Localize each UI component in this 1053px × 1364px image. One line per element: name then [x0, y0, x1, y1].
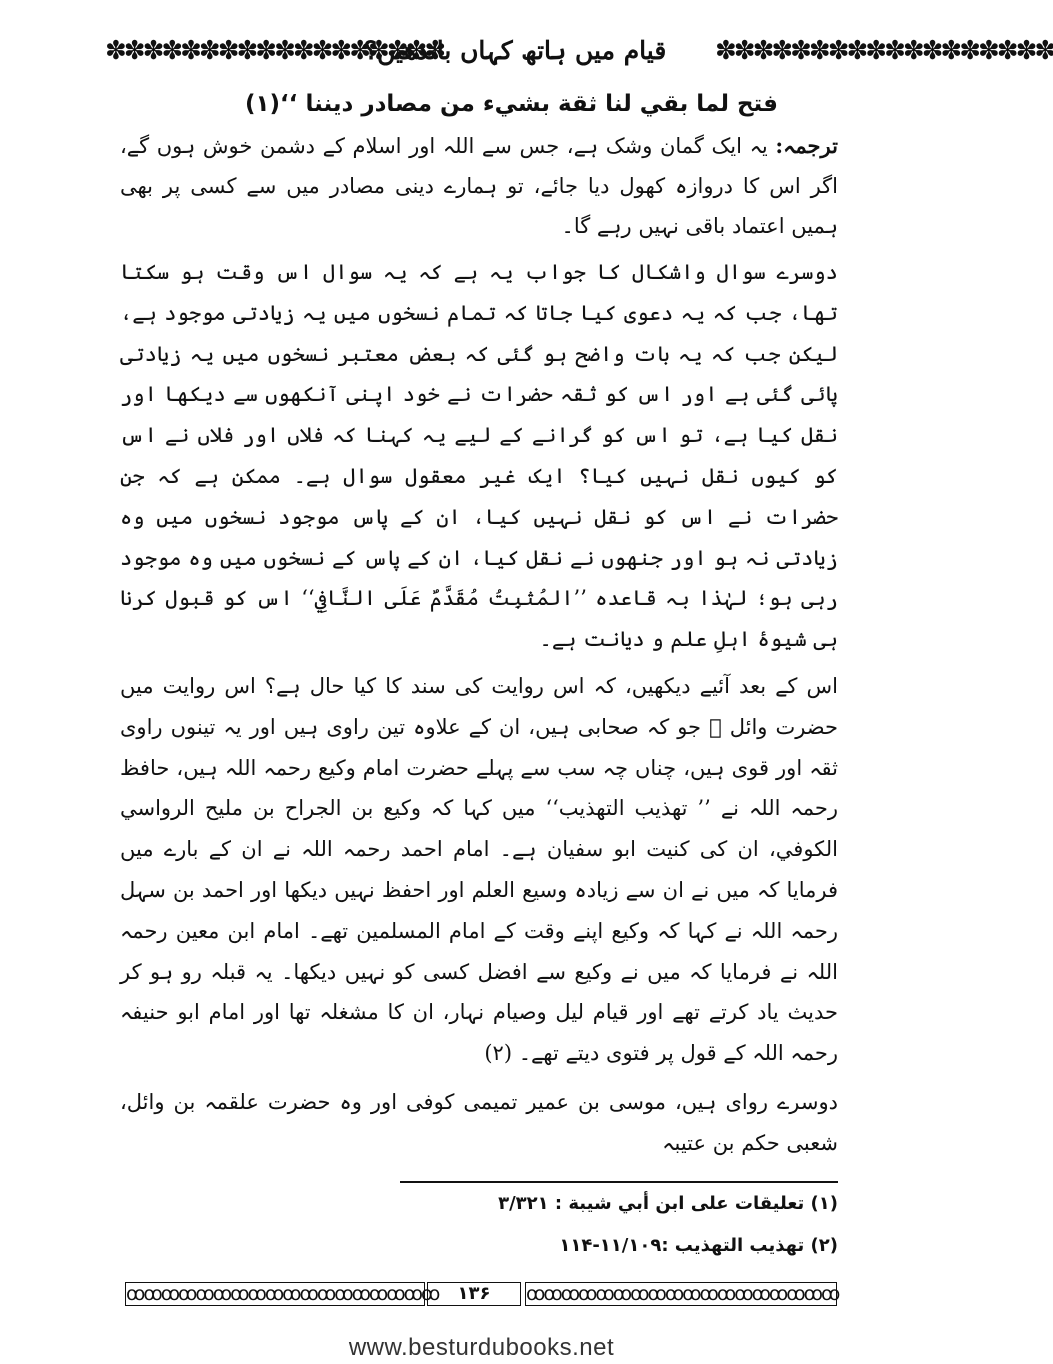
translation-text: یہ ایک گمان وشک ہے، جس سے اللہ اور اسلام کے دشمن خوش ہوں گے، اگر اس کا دروازہ کھول دیا جائے، تو ہمارے دینی مصادر میں سے کسی پر بھی ہمیں اعتماد باقی نہیں رہے گا۔	[120, 134, 838, 238]
page-number: ۱۳۶	[427, 1282, 521, 1306]
footer-ornament-right: ꝏꝏꝏꝏꝏꝏꝏꝏꝏꝏꝏꝏꝏꝏꝏꝏꝏꝏ	[526, 1283, 839, 1305]
footnote-divider	[400, 1181, 838, 1183]
paragraph-chain: اس کے بعد آئیے دیکھیں، کہ اس روایت کی سند کا کیا حال ہے؟ اس روایت میں حضرت وائل ﷜ جو کہ صحابی ہیں، ان کے علاوہ تین راوی ہیں اور یہ تینوں راوی ثقہ اور قوی ہیں، چناں چہ سب سے پہلے حضرت امام وکیع رحمہ اللہ ہیں، حافظ رحمہ اللہ نے ’’ تهذيب التهذيب‘‘ میں کہا کہ وکیع بن الجراح بن مليح الرواسي الكوفي، ان کی کنیت ابو سفیان ہے۔ امام احمد رحمہ اللہ نے ان کے بارے میں فرمایا کہ میں نے ان سے زیادہ وسیع العلم اور احفظ نہیں دیکھا اور احمد بن سہل رحمہ اللہ نے کہا کہ وکیع اپنے وقت کے امام المسلمین تھے۔ امام ابن معین رحمہ اللہ نے فرمایا کہ میں نے وکیع سے افضل کسی کو نہیں دیکھا۔ یہ قبلہ رو ہو کر حدیث یاد کرتے تھے اور قیام لیل وصیام نہار، ان کا مشغلہ تھا اور امام ابو حنیفہ رحمہ اللہ کے قول پر فتوی دیتے تھے۔ (۲)	[120, 673, 838, 1066]
running-title: قیام میں ہاتھ کہاں باندھیں؟	[363, 36, 667, 65]
paragraph-second-narrator: دوسرے روای ہیں، موسی بن عمیر تمیمی کوفی اور وہ حضرت علقمہ بن وائل، شعبی حکم بن عتیبہ	[120, 1089, 838, 1155]
translation-block	[120, 126, 838, 246]
footer-ornament-left: ꝏꝏꝏꝏꝏꝏꝏꝏꝏꝏꝏꝏꝏꝏꝏꝏꝏꝏ	[126, 1283, 439, 1305]
arabic-quote: فتح لما بقي لنا ثقة بشيء من مصادر ديننا ‘‘(۱)	[244, 91, 778, 117]
header-ornament-left: ✽✽✽✽✽✽✽✽✽✽✽✽✽✽✽✽✽✽	[105, 36, 444, 66]
paragraph-answer: دوسرے سوال واشکال کا جواب یہ ہے کہ یہ سوال اس وقت ہو سکتا تھا، جب کہ یہ دعوی کیا جاتا کہ تمام نسخوں میں یہ زیادتی موجود ہے، لیکن جب کہ یہ بات واضح ہو گئی کہ بعض معتبر نسخوں میں یہ زیادتی پائی گئی ہے اور اس کو ثقہ حضرات نے خود اپنی آنکھوں سے دیکھا اور نقل کیا ہے، تو اس کو گرانے کے لیے یہ کہنا کہ فلاں اور فلاں نے اس کو کیوں نقل نہیں کیا؟ ایک غیر معقول سوال ہے۔ ممکن ہے کہ جن حضرات نے اس کو نقل نہیں کیا، ان کے پاس موجود نسخوں میں وہ زیادتی نہ ہو اور جنھوں نے نقل کیا، ان کے پاس کے نسخوں میں وہ موجود رہی ہو؛ لہٰذا بہ قاعدہ ’’المُثبِتُ مُقَدَّمٌ عَلَی النَّافِي‘‘ اس کو قبول کرنا ہی شیوۂ اہلِ علم و دیانت ہے۔	[120, 260, 838, 652]
translation-label: ترجمہ:	[775, 133, 838, 158]
footnote-1: (۱) تعليقات على ابن أبي شيبة : ۳/۳۲۱	[498, 1193, 838, 1214]
footnote-2: (۲) تهذيب التهذيب :۱۱/۱۰۹-۱۱۴	[559, 1235, 838, 1256]
header-ornament-right: ✽✽✽✽✽✽✽✽✽✽✽✽✽✽✽✽✽✽	[715, 36, 1053, 66]
page-footer	[125, 1282, 837, 1308]
page-header	[105, 32, 1053, 72]
page-body	[120, 82, 838, 1164]
watermark-url: www.besturdubooks.net	[348, 1334, 615, 1361]
